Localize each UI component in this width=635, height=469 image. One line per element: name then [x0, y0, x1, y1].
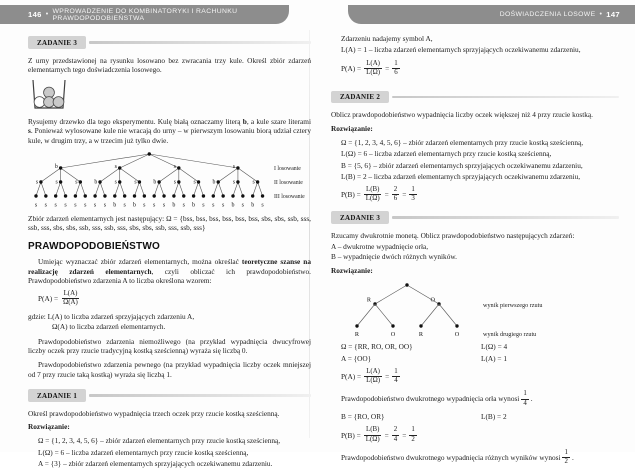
coin-tree-diagram: [341, 279, 591, 339]
fraction-numerator: 1: [562, 449, 569, 458]
page-left: [0, 24, 317, 469]
svg-text:R: R: [354, 330, 360, 338]
svg-text:O: O: [430, 296, 435, 304]
probability-intro-paragraph: [28, 257, 311, 286]
task3r-header: [331, 211, 619, 224]
solution-line: B = {5, 6} – zbiór zdarzeń elementarnych sprzyjających oczekiwanemu zdarzeniu,: [341, 160, 583, 170]
tree-intro-paragraph: [28, 117, 311, 146]
svg-text:s: s: [232, 179, 236, 186]
probability-definition-formula: [38, 290, 311, 307]
svg-text:s: s: [143, 202, 146, 209]
formula-fraction: [392, 368, 399, 385]
formula-fraction: [409, 426, 416, 443]
fraction-numerator: 2: [392, 186, 399, 195]
solution-line: L(B) = 2 – liczba zdarzeń elementarnych sprzyjających oczekiwanemu zdarzeniu,: [341, 171, 581, 181]
task3r-rule: [392, 216, 619, 219]
page-number-left: 146: [28, 10, 42, 19]
continuation-line2: L(A) = 1 – liczba zdarzeń elementarnych sprzyjających oczekiwanemu zdarzeniu,: [341, 45, 581, 55]
header-bullet-right: •: [599, 11, 603, 18]
svg-text:s: s: [84, 202, 87, 209]
svg-text:s: s: [232, 163, 236, 170]
formula-fraction: [409, 186, 416, 203]
page-header-left: [0, 5, 289, 24]
svg-text:b: b: [113, 202, 117, 209]
fraction-numerator: L(A): [62, 290, 80, 299]
svg-text:b: b: [133, 202, 136, 209]
svg-text:s: s: [34, 202, 38, 209]
task3-header: [28, 36, 311, 49]
intro-part1: Umiejąc wyznaczać zbiór zdarzeń elementarnych, można określać: [38, 256, 242, 266]
tree-intro-part2: , a kule szare literami: [246, 116, 311, 126]
tree-intro-letter-b: b: [242, 116, 247, 126]
equals-sign: =: [384, 430, 389, 440]
solution-line: Ω = {1, 2, 3, 4, 5, 6} – zbiór zdarzeń elementarnych przy rzucie kostką sześcienną,: [38, 436, 281, 446]
svg-text:s: s: [162, 202, 166, 209]
svg-text:s: s: [114, 163, 117, 170]
setB-count: L(B) = 2: [481, 411, 507, 421]
task1-header: [28, 389, 311, 402]
task1-badge: ZADANIE 1: [28, 389, 86, 402]
formula-fraction: [392, 60, 399, 77]
svg-text:wynik drugiego rzutu: wynik drugiego rzutu: [483, 330, 537, 338]
note-impossible-event: Prawdopodobieństwo zdarzenia niemożliwego (na przykład wypadnięcia dwucyfrowej liczby oczek przy rzucie tradycyjną kostką sześcienną) wyraża się liczbą 0.: [28, 336, 311, 356]
formula-lhs: P(B) =: [341, 190, 361, 200]
svg-text:s: s: [123, 202, 126, 209]
fraction-denominator: 2: [411, 435, 415, 443]
svg-text:s: s: [64, 202, 67, 209]
task3-badge: ZADANIE 3: [28, 36, 86, 49]
svg-text:s: s: [173, 163, 177, 170]
svg-text:II losowanie: II losowanie: [274, 179, 303, 186]
continuation-line1: Zdarzeniu nadajemy symbol A,: [341, 34, 433, 43]
page-number-right: 147: [606, 10, 620, 19]
solution-line: L(Ω) = 6 – liczba zdarzeń elementarnych przy rzucie kostką sześcienną,: [341, 149, 552, 159]
formula-fraction: [364, 426, 382, 443]
solution-line: A = {3} – zbiór zdarzeń elementarnych sprzyjających oczekiwanemu zdarzeniu.: [38, 458, 273, 468]
fraction-numerator: L(A): [364, 60, 382, 69]
formula-lhs: P(B) =: [341, 430, 361, 440]
task2-solution-label: Rozwiązanie:: [331, 124, 373, 133]
svg-text:s: s: [35, 179, 39, 186]
fraction-denominator: 4: [394, 377, 398, 385]
sentenceB-period: .: [571, 452, 574, 462]
svg-text:s: s: [134, 179, 137, 186]
task2-badge: ZADANIE 2: [331, 91, 389, 104]
formula-fraction: [364, 368, 382, 385]
svg-text:b: b: [251, 202, 255, 209]
sentenceB-text: Prawdopodobieństwo dwukrotnego wypadnięcia różnych wyników wynosi: [341, 452, 561, 462]
task3-formulaB: [341, 426, 619, 443]
sentenceA-fraction: [521, 390, 528, 407]
task1-result-formula: [341, 60, 619, 77]
header-bullet-left: •: [45, 11, 49, 18]
omega-set: Ω = {RR, RO, OR, OO}: [341, 341, 413, 351]
formula-legend: [28, 312, 311, 333]
formula-lhs: P(A) =: [341, 63, 362, 73]
task3-rule: [89, 41, 311, 44]
fraction-numerator: 1: [409, 186, 416, 195]
formula-fraction: [61, 290, 80, 307]
svg-text:R: R: [366, 296, 371, 304]
svg-text:s: s: [221, 202, 225, 209]
task2-header: [331, 91, 619, 104]
urn-figure: [28, 79, 70, 113]
where-text1: L(A) to liczba zdarzeń sprzyjających zdarzeniu A,: [47, 312, 195, 322]
setA-row: [341, 353, 619, 365]
equals-sign: =: [384, 190, 389, 200]
tree-intro-letter-s: s: [28, 126, 31, 136]
fraction-numerator: L(B): [364, 426, 381, 435]
svg-text:s: s: [103, 202, 107, 209]
fraction-denominator: L(Ω): [365, 195, 380, 203]
omega-count: L(Ω) = 4: [481, 341, 508, 351]
fraction-denominator: 2: [564, 457, 568, 465]
svg-text:s: s: [193, 179, 196, 186]
sentenceA: [341, 390, 619, 407]
chapter-title-right: DOŚWIADCZENIA LOSOWE: [499, 11, 596, 18]
equals-sign: =: [385, 372, 390, 382]
svg-text:b: b: [212, 179, 216, 186]
task3-text: Z urny przedstawionej na rysunku losowano bez zwracania trzy kule. Określ zbiór zdarzeń elementarnych tego doświadczenia losowego.: [28, 55, 311, 75]
svg-text:R: R: [418, 330, 424, 338]
tree-intro-part3: . Ponieważ wylosowane kule nie wracają do urny – w pierwszym losowaniu biorą udział cztery kule, w drugim trzy, a w trzecim już tylko dwie.: [28, 126, 311, 145]
fraction-numerator: 2: [392, 426, 399, 435]
sentenceB: [341, 449, 619, 466]
omega-set-paragraph: Zbiór zdarzeń elementarnych jest następujący: Ω = {bss, bss, bss, bss, bss, bss, sbs, sbs, ssb, sss, ssb, sss, sbs, sbs, ssb, sss, ssb, sss, sbs, sbs, ssb, sss, ssb, sss}: [28, 213, 311, 233]
svg-text:s: s: [261, 202, 264, 209]
svg-text:s: s: [93, 202, 97, 209]
draw-tree-diagram: [28, 150, 312, 212]
fraction-denominator: Ω(A): [63, 298, 78, 306]
svg-text:s: s: [153, 202, 156, 209]
intro-bold: teoretyczne szanse na realizację zdarzeń elementarnych: [28, 256, 311, 276]
svg-text:I losowanie: I losowanie: [274, 165, 301, 172]
task2-result-formula: [341, 186, 619, 203]
note-certain-event: Prawdopodobieństwo zdarzenia pewnego (na przykład wypadnięcia liczby oczek mniejszej od 7 przy rzucie taką kostką) wyraża się liczbą 1.: [28, 360, 311, 379]
svg-text:b: b: [192, 202, 196, 209]
setB-row: [341, 411, 619, 423]
task3r-eventA: A – dwukrotne wypadnięcie orła,: [331, 241, 429, 251]
svg-text:s: s: [202, 202, 205, 209]
fraction-numerator: 1: [392, 60, 399, 69]
svg-text:s: s: [212, 202, 215, 209]
fraction-denominator: L(Ω): [365, 435, 380, 443]
omega-row: [341, 341, 619, 353]
svg-text:s: s: [252, 179, 255, 186]
solution-line: Ω = {1, 2, 3, 4, 5, 6} – zbiór zdarzeń elementarnych przy rzucie kostką sześcienną,: [341, 138, 584, 147]
fraction-numerator: L(B): [364, 186, 381, 195]
svg-text:s: s: [75, 179, 78, 186]
equals-sign: =: [402, 430, 407, 440]
fraction-denominator: 6: [393, 195, 398, 203]
fraction-numerator: 1: [521, 390, 528, 399]
task2-text: Oblicz prawdopodobieństwo wypadnięcia liczby oczek większej niż 4 przy rzucie kostką.: [331, 110, 593, 120]
intro-part2: , czyli obliczać ich prawdopodobieństwo. Prawdopodobieństwo zdarzenia A to liczba określona wzorem:: [28, 266, 312, 286]
svg-text:O: O: [390, 330, 396, 338]
formula-legend-line2: Ω(A) to liczba zdarzeń elementarnych.: [52, 322, 166, 332]
svg-text:s: s: [54, 202, 57, 209]
formula-fraction: [392, 426, 399, 443]
svg-text:b: b: [94, 179, 98, 186]
svg-text:s: s: [173, 179, 177, 186]
formula-fraction: [364, 186, 382, 203]
where-label: gdzie:: [28, 312, 46, 322]
task3r-eventB: B – wypadnięcie dwóch różnych wyników.: [331, 252, 457, 262]
task1-text: Określ prawdopodobieństwo wypadnięcia trzech oczek przy rzucie kostką sześcienną.: [28, 408, 280, 418]
svg-text:III losowanie: III losowanie: [274, 193, 305, 200]
page-header-right: [348, 5, 635, 24]
fraction-denominator: 3: [411, 195, 415, 203]
task3-formulaA: [341, 368, 619, 385]
equals-sign: =: [402, 190, 407, 200]
fraction-denominator: 4: [523, 399, 527, 407]
svg-text:b: b: [54, 163, 58, 170]
fraction-denominator: L(Ω): [366, 68, 381, 76]
task3r-solution-label: Rozwiązanie:: [331, 265, 373, 275]
fraction-numerator: 1: [392, 368, 399, 377]
svg-text:s: s: [74, 202, 77, 209]
setA-count: L(A) = 1: [481, 353, 507, 363]
sentenceA-text: Prawdopodobieństwo dwukrotnego wypadnięcia orła wynosi: [341, 394, 520, 404]
formula-lhs: P(A) =: [38, 293, 59, 303]
task3r-intro: Rzucamy dwukrotnie monetą. Oblicz prawdopodobieństwo następujących zdarzeń:: [331, 230, 575, 240]
section-heading-probability: PRAWDOPODOBIEŃSTWO: [28, 240, 160, 252]
fraction-denominator: L(Ω): [366, 377, 381, 385]
svg-text:wynik pierwszego rzutu: wynik pierwszego rzutu: [483, 301, 543, 309]
svg-text:s: s: [241, 202, 245, 209]
page-right: [318, 24, 635, 469]
tree-intro-part1: Rysujemy drzewko dla tego eksperymentu. Kulę białą oznaczamy literą: [28, 116, 243, 126]
task1-solution-label: Rozwiązanie:: [28, 422, 70, 432]
svg-text:s: s: [182, 202, 185, 209]
setA: A = {OO}: [341, 353, 372, 363]
svg-text:b: b: [172, 202, 176, 209]
svg-text:s: s: [114, 179, 117, 186]
sentenceA-period: .: [530, 394, 533, 404]
equals-sign: =: [385, 63, 390, 73]
fraction-denominator: 6: [394, 68, 398, 76]
svg-text:O: O: [454, 330, 460, 338]
svg-text:b: b: [231, 202, 235, 209]
fraction-denominator: 4: [393, 435, 398, 443]
task2-rule: [392, 96, 619, 99]
sentenceB-fraction: [562, 449, 569, 466]
task1-rule: [89, 394, 311, 397]
formula-fraction: [364, 60, 382, 77]
svg-text:s: s: [55, 179, 58, 186]
fraction-numerator: L(A): [364, 368, 382, 377]
formula-lhs: P(A) =: [341, 372, 362, 382]
formula-fraction: [392, 186, 399, 203]
fraction-numerator: 1: [409, 426, 416, 435]
task3r-badge: ZADANIE 3: [331, 211, 389, 224]
setB: B = {RO, OR}: [341, 411, 385, 421]
svg-text:b: b: [153, 179, 157, 186]
svg-text:s: s: [44, 202, 48, 209]
formula-legend-line1: [28, 312, 311, 322]
chapter-title-left: WPROWADZENIE DO KOMBINATORYKI I RACHUNKU PRAWDOPODOBIEŃSTWA: [52, 7, 238, 22]
solution-line: L(Ω) = 6 – liczba zdarzeń elementarnych przy rzucie kostką sześcienną,: [38, 447, 249, 457]
